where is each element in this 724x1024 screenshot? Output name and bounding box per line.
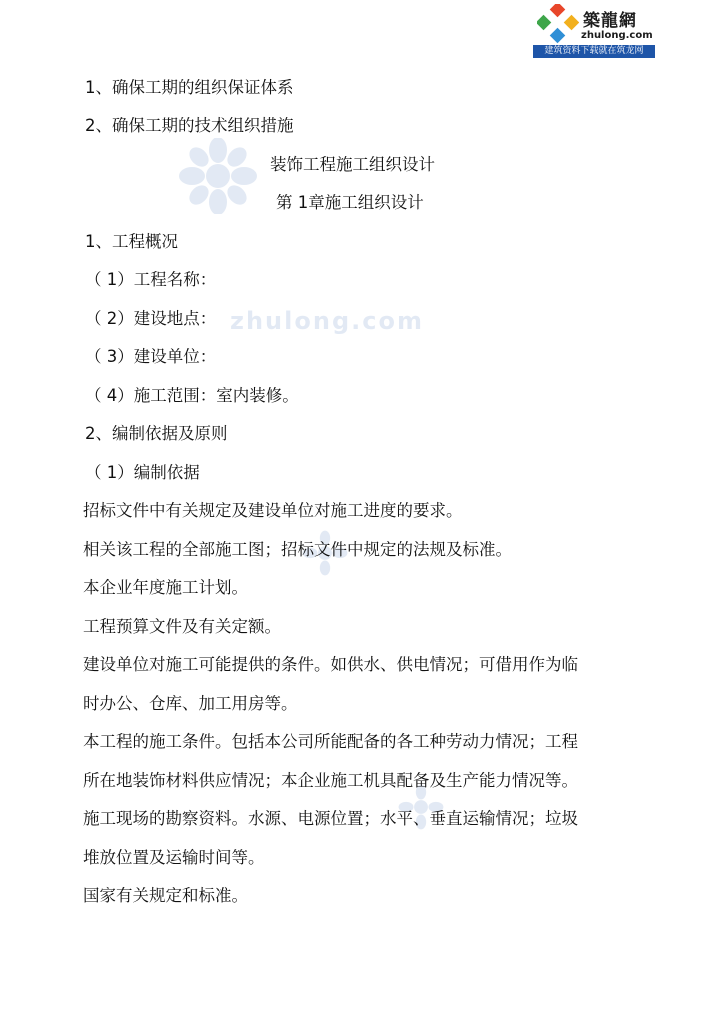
logo-url: zhulong.com (581, 30, 653, 41)
watermark-flower-icon (178, 138, 258, 214)
toc-item-2: 2、确保工期的技术组织措施 (85, 116, 294, 135)
paragraph-line: 相关该工程的全部施工图；招标文件中规定的法规及标准。 (83, 540, 512, 559)
list-item: （ 3）建设单位： (85, 347, 217, 366)
paragraph-line: 国家有关规定和标准。 (83, 886, 248, 905)
paragraph-line: 工程预算文件及有关定额。 (83, 617, 281, 636)
paragraph-line: 所在地装饰材料供应情况；本企业施工机具配备及生产能力情况等。 (83, 771, 578, 790)
zhulong-logo (533, 2, 655, 58)
logo-flower-icon (537, 4, 579, 44)
list-item: （ 4）施工范围：室内装修。 (85, 386, 299, 405)
section-heading: 2、编制依据及原则 (85, 424, 228, 443)
watermark-text: zhulong.com (230, 307, 424, 335)
paragraph-line: 时办公、仓库、加工用房等。 (83, 694, 298, 713)
list-item: （ 1）工程名称： (85, 270, 217, 289)
paragraph-line: 施工现场的勘察资料。水源、电源位置；水平、垂直运输情况；垃圾 (83, 809, 578, 828)
document-title: 装饰工程施工组织设计 (270, 155, 435, 174)
section-heading: 1、工程概况 (85, 232, 178, 251)
subsection-heading: （ 1）编制依据 (85, 463, 200, 482)
toc-item-1: 1、确保工期的组织保证体系 (85, 78, 294, 97)
logo-slogan: 建筑资料下载就在筑龙网 (533, 45, 655, 58)
paragraph-line: 本工程的施工条件。包括本公司所能配备的各工种劳动力情况；工程 (83, 732, 578, 751)
logo-name: 築龍網 (583, 11, 637, 31)
list-item: （ 2）建设地点： (85, 309, 217, 328)
paragraph-line: 建设单位对施工可能提供的条件。如供水、供电情况；可借用作为临 (83, 655, 578, 674)
chapter-heading: 第 1章施工组织设计 (276, 193, 424, 212)
paragraph-line: 堆放位置及运输时间等。 (83, 848, 265, 867)
paragraph-line: 本企业年度施工计划。 (83, 578, 248, 597)
paragraph-line: 招标文件中有关规定及建设单位对施工进度的要求。 (83, 501, 463, 520)
